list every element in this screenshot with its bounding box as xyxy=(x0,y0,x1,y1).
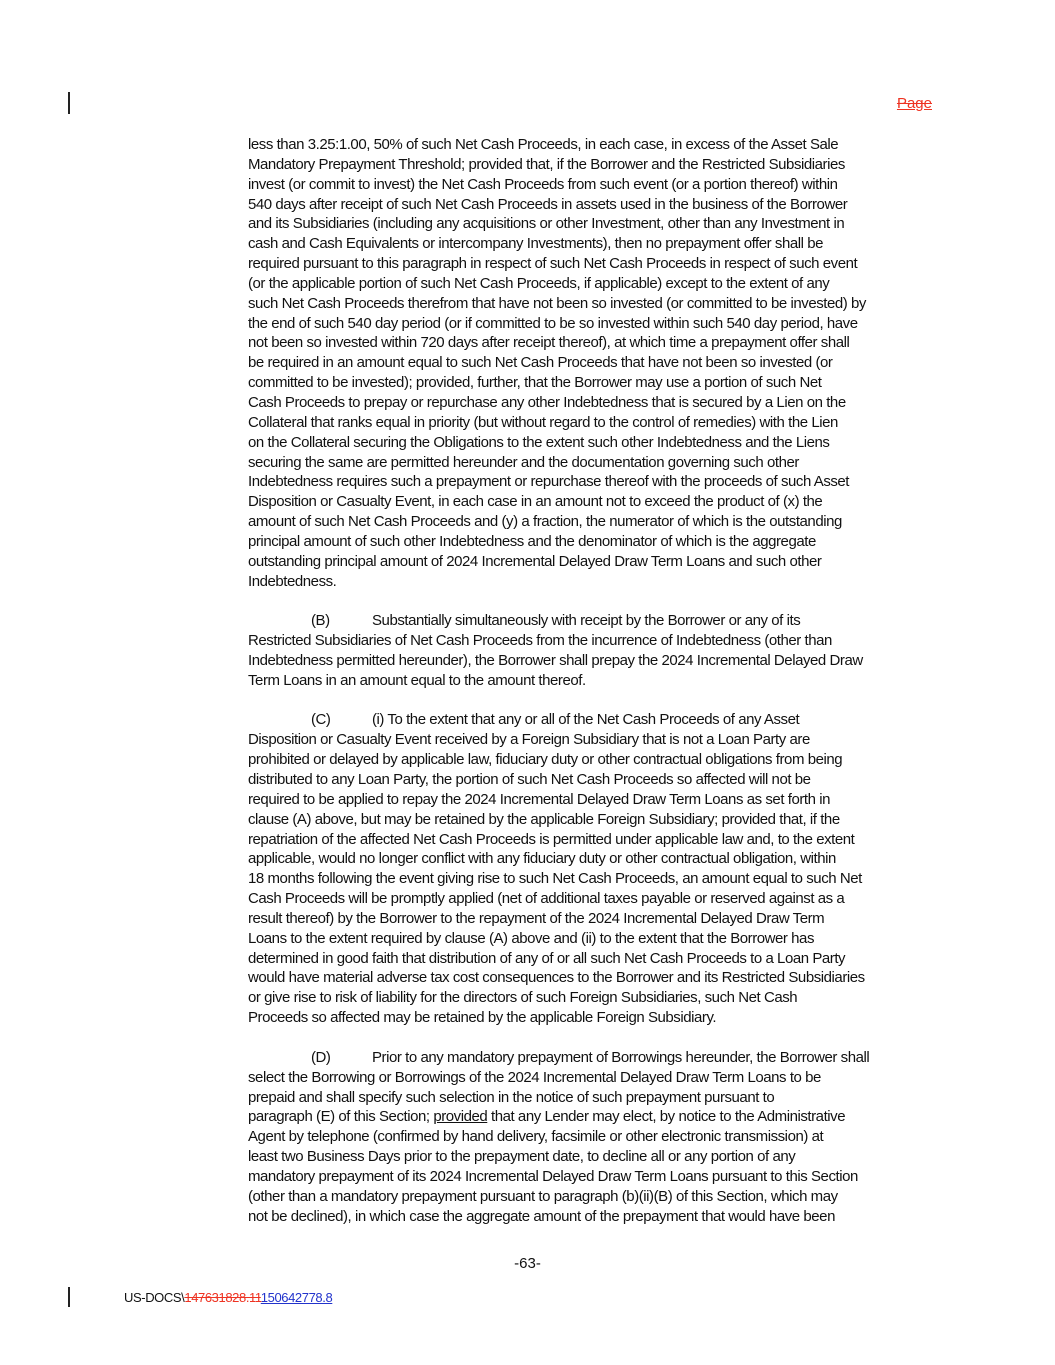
text-line xyxy=(248,1107,938,1127)
line-text: (i) To the extent that any or all of the Net Cash Proceeds of any Asset xyxy=(372,711,800,729)
line-text: the end of such 540 day period (or if committed to be so invested within such 540 day period, have xyxy=(248,314,858,332)
text-line xyxy=(248,492,938,512)
text-line xyxy=(248,413,938,433)
text-line xyxy=(248,373,938,393)
text-line xyxy=(248,988,938,1008)
page-header-label: Page xyxy=(896,95,932,112)
clause-label: (D) xyxy=(311,1048,331,1066)
text-line xyxy=(248,671,938,691)
line-text: result thereof) by the Borrower to the repayment of the 2024 Incremental Delayed Draw Term xyxy=(248,909,825,927)
text-line xyxy=(248,175,938,195)
text-line xyxy=(248,830,938,850)
paragraph-d xyxy=(248,1048,938,1227)
clause-label: (B) xyxy=(311,612,330,630)
text-line xyxy=(248,195,938,215)
text-line xyxy=(248,1068,938,1088)
paragraph xyxy=(248,135,938,591)
line-text: be required in an amount equal to such Net Cash Proceeds that have not been so invested (or xyxy=(248,354,833,372)
text-line xyxy=(248,750,938,770)
line-text: Mandatory Prepayment Threshold; provided that, if the Borrower and the Restricted Subsidiaries xyxy=(248,155,845,173)
text-line xyxy=(248,1207,938,1227)
text-line xyxy=(248,552,938,572)
text-line xyxy=(248,214,938,234)
line-text: determined in good faith that distribution of any of or all such Net Cash Proceeds to a Loan Party xyxy=(248,949,846,967)
paragraph-c xyxy=(248,710,938,1028)
text-line xyxy=(248,234,938,254)
line-text: Agent by telephone (confirmed by hand delivery, facsimile or other electronic transmission) at xyxy=(248,1128,824,1146)
line-text: Restricted Subsidiaries of Net Cash Proceeds from the incurrence of Indebtedness (other than xyxy=(248,632,832,650)
text-line xyxy=(248,254,938,274)
line-text: 540 days after receipt of such Net Cash Proceeds in assets used in the business of the Borrower xyxy=(248,195,848,213)
line-text: cash and Cash Equivalents or intercompany Investments), then no prepayment offer shall be xyxy=(248,235,824,253)
change-bar xyxy=(68,92,70,114)
line-text: repatriation of the affected Net Cash Proceeds is permitted under applicable law and, to the extent xyxy=(248,830,855,848)
text-line xyxy=(248,314,938,334)
line-text: clause (A) above, but may be retained by the applicable Foreign Subsidiary; provided that, if the xyxy=(248,810,840,828)
line-text: distributed to any Loan Party, the portion of such Net Cash Proceeds so affected will not be xyxy=(248,771,811,788)
text-line xyxy=(248,1147,938,1167)
line-text: principal amount of such other Indebtedness and the denominator of which is the aggregate xyxy=(248,532,816,550)
line-text: Indebtedness permitted hereunder), the Borrower shall prepay the 2024 Incremental Delayed Draw xyxy=(248,651,863,669)
line-text: prohibited or delayed by applicable law, fiduciary duty or other contractual obligations from being xyxy=(248,751,843,769)
line-text: such Net Cash Proceeds therefrom that have not been so invested (or committed to be invested) by xyxy=(248,294,866,312)
line-text: Prior to any mandatory prepayment of Borrowings hereunder, the Borrower shall xyxy=(372,1048,870,1066)
paragraph-b xyxy=(248,611,938,690)
text-line xyxy=(248,770,938,790)
document-body xyxy=(248,135,938,1246)
line-text: securing the same are permitted hereunder and the documentation governing such other xyxy=(248,453,799,471)
underlined-term: provided xyxy=(433,1108,488,1126)
text-line xyxy=(248,135,938,155)
line-text: less than 3.25:1.00, 50% of such Net Cash Proceeds, in each case, in excess of the Asset Sale xyxy=(248,136,839,153)
line-text: Indebtedness. xyxy=(248,572,337,590)
deleted-doc-id: 147631828.11 xyxy=(184,1290,261,1305)
text-line xyxy=(248,849,938,869)
line-text: Cash Proceeds to prepay or repurchase any other Indebtedness that is secured by a Lien on the xyxy=(248,393,846,411)
doc-prefix: US-DOCS\ xyxy=(124,1290,185,1305)
text-line xyxy=(248,730,938,750)
text-line xyxy=(248,1088,938,1108)
text-line xyxy=(248,572,938,592)
text-line xyxy=(248,889,938,909)
text-line xyxy=(248,453,938,473)
text-line xyxy=(248,1008,938,1028)
clause-label: (C) xyxy=(311,711,331,729)
text-line xyxy=(248,433,938,453)
line-text: (other than a mandatory prepayment pursuant to paragraph (b)(ii)(B) of this Section, which may xyxy=(248,1187,838,1205)
line-text: Indebtedness requires such a prepayment or repurchase thereof with the proceeds of such Asset xyxy=(248,473,850,491)
text-line xyxy=(248,929,938,949)
text-line xyxy=(248,294,938,314)
text-line xyxy=(248,909,938,929)
line-text: prepaid and shall specify such selection in the notice of such prepayment pursuant to xyxy=(248,1088,775,1106)
text-line xyxy=(248,949,938,969)
text-line xyxy=(248,790,938,810)
line-text: Term Loans in an amount equal to the amount thereof. xyxy=(248,671,586,689)
text-line xyxy=(248,155,938,175)
text-line xyxy=(248,611,938,631)
text-line xyxy=(248,631,938,651)
line-text: Loans to the extent required by clause (A) above and (ii) to the extent that the Borrower has xyxy=(248,929,815,947)
text-line xyxy=(248,333,938,353)
line-text: that any Lender may elect, by notice to the Administrative xyxy=(487,1108,846,1126)
text-line xyxy=(248,512,938,532)
line-text: required pursuant to this paragraph in respect of such Net Cash Proceeds in respect of such event xyxy=(248,255,858,273)
inserted-doc-id: 150642778.8 xyxy=(260,1290,333,1305)
line-text: Proceeds so affected may be retained by the applicable Foreign Subsidiary. xyxy=(248,1009,717,1027)
line-text: applicable, would no longer conflict with any fiduciary duty or other contractual obligation, within xyxy=(248,850,836,868)
line-text: (or the applicable portion of such Net Cash Proceeds, if applicable) except to the extent of any xyxy=(248,274,830,292)
line-text: not been so invested within 720 days after receipt thereof), at which time a prepayment offer shall xyxy=(248,334,850,352)
change-bar xyxy=(68,1287,70,1307)
text-line xyxy=(248,651,938,671)
line-text: least two Business Days prior to the prepayment date, to decline all or any portion of any xyxy=(248,1148,796,1166)
text-line xyxy=(248,869,938,889)
line-text: outstanding principal amount of 2024 Incremental Delayed Draw Term Loans and such other xyxy=(248,552,822,570)
document-id-footer xyxy=(124,1290,332,1305)
line-text: required to be applied to repay the 2024 Incremental Delayed Draw Term Loans as set forth in xyxy=(248,790,831,808)
line-text: not be declined), in which case the aggregate amount of the prepayment that would have been xyxy=(248,1207,835,1225)
line-text: on the Collateral securing the Obligations to the extent such other Indebtedness and the Liens xyxy=(248,433,830,451)
text-line xyxy=(248,968,938,988)
text-line xyxy=(248,532,938,552)
text-line xyxy=(248,710,938,730)
line-text: amount of such Net Cash Proceeds and (y) a fraction, the numerator of which is the outstanding xyxy=(248,513,842,531)
line-text: 18 months following the event giving rise to such Net Cash Proceeds, an amount equal to such Net xyxy=(248,870,862,888)
text-line xyxy=(248,1167,938,1187)
text-line xyxy=(248,274,938,294)
text-line xyxy=(248,1187,938,1207)
line-text: committed to be invested); provided, further, that the Borrower may use a portion of such Net xyxy=(248,374,822,392)
page-number: -63- xyxy=(514,1255,541,1272)
line-text: select the Borrowing or Borrowings of the 2024 Incremental Delayed Draw Term Loans to be xyxy=(248,1068,821,1086)
line-text: and its Subsidiaries (including any acquisitions or other Investment, other than any Investment in xyxy=(248,215,845,233)
text-line xyxy=(248,810,938,830)
line-text: mandatory prepayment of its 2024 Incremental Delayed Draw Term Loans pursuant to this Section xyxy=(248,1167,858,1185)
line-text: Disposition or Casualty Event received by a Foreign Subsidiary that is not a Loan Party are xyxy=(248,731,810,749)
text-line xyxy=(248,1127,938,1147)
text-line xyxy=(248,353,938,373)
text-line xyxy=(248,472,938,492)
line-text: Disposition or Casualty Event, in each case in an amount not to exceed the product of (x) the xyxy=(248,493,823,511)
line-text: Collateral that ranks equal in priority (but without regard to the control of remedies) with the Lien xyxy=(248,413,838,431)
line-text: invest (or commit to invest) the Net Cash Proceeds from such event (or a portion thereof) within xyxy=(248,175,838,193)
text-line xyxy=(248,1048,938,1068)
line-text: Substantially simultaneously with receipt by the Borrower or any of its xyxy=(372,612,801,630)
line-text: or give rise to risk of liability for the directors of such Foreign Subsidiaries, such Net Cash xyxy=(248,989,798,1007)
text-line xyxy=(248,393,938,413)
line-text: would have material adverse tax cost consequences to the Borrower and its Restricted Subsidiaries xyxy=(248,969,865,987)
line-text: Cash Proceeds will be promptly applied (net of additional taxes payable or reserved against as a xyxy=(248,890,845,908)
line-text: paragraph (E) of this Section; xyxy=(248,1108,434,1126)
